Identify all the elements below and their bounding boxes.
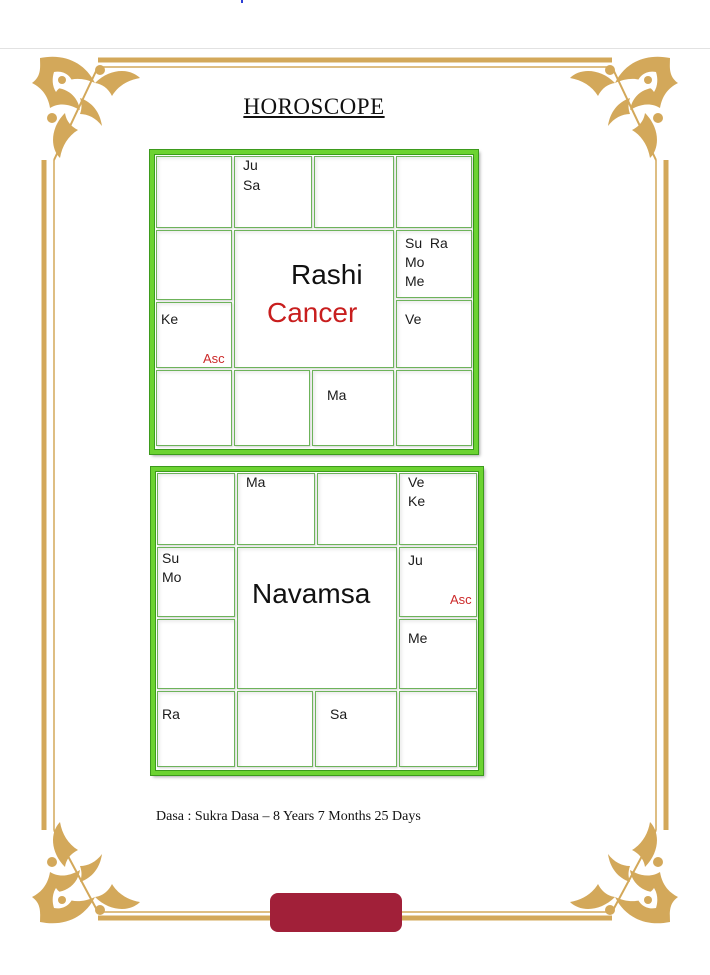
- navamsa-house-top-4: [399, 473, 477, 545]
- rashi-house-right-1: [396, 230, 472, 298]
- rashi-house-top-2-planet: Sa: [243, 177, 261, 193]
- rashi-ascendant-label: Asc: [203, 351, 225, 366]
- dasa-period-text: Dasa : Sukra Dasa – 8 Years 7 Months 25 Days: [156, 809, 421, 824]
- page-title: HOROSCOPE: [243, 94, 385, 119]
- rashi-chart-title: Rashi: [291, 259, 363, 290]
- rashi-chart: [150, 150, 478, 454]
- navamsa-house-left-2: [157, 619, 235, 689]
- navamsa-ascendant-label: Asc: [450, 592, 472, 607]
- rashi-sign-label: Cancer: [267, 297, 358, 328]
- rashi-house-top-3: [314, 156, 394, 228]
- rashi-house-top-2: [234, 156, 312, 228]
- navamsa-house-top-3: [317, 473, 397, 545]
- rashi-house-right-1-planet: Me: [405, 273, 425, 289]
- rashi-house-top-1: [156, 156, 232, 228]
- navamsa-house-top-4-planet: Ve: [408, 474, 425, 490]
- rashi-house-top-2-planet: Ju: [243, 157, 258, 173]
- rashi-house-right-2-planet: Ve: [405, 311, 422, 327]
- rashi-house-bottom-3: [312, 370, 394, 446]
- navamsa-house-left-1-planet: Mo: [162, 569, 182, 585]
- navamsa-house-bottom-3: [315, 691, 397, 767]
- navamsa-center-panel: [237, 547, 397, 689]
- navamsa-house-top-1: [157, 473, 235, 545]
- navamsa-house-top-2: [237, 473, 315, 545]
- navamsa-house-top-4-planet: Ke: [408, 493, 426, 509]
- navamsa-house-bottom-1-planet: Ra: [162, 706, 180, 722]
- navamsa-house-right-2-planet: Me: [408, 630, 428, 646]
- rashi-house-top-4: [396, 156, 472, 228]
- navamsa-house-right-1: [399, 547, 477, 617]
- rashi-house-bottom-4: [396, 370, 472, 446]
- rashi-house-right-1-planet: Mo: [405, 254, 425, 270]
- navamsa-house-right-2: [399, 619, 477, 689]
- rashi-house-left-2-planet: Ke: [161, 311, 179, 327]
- navamsa-house-bottom-2: [237, 691, 313, 767]
- navamsa-house-bottom-4: [399, 691, 477, 767]
- navamsa-house-left-1: [157, 547, 235, 617]
- rashi-house-bottom-2: [234, 370, 310, 446]
- rashi-house-bottom-1: [156, 370, 232, 446]
- navamsa-chart: [151, 467, 483, 775]
- rashi-house-left-1: [156, 230, 232, 300]
- rashi-house-right-1-planet: Su Ra: [405, 235, 448, 251]
- navamsa-house-left-1-planet: Su: [162, 550, 180, 566]
- navamsa-house-bottom-1: [157, 691, 235, 767]
- rashi-house-bottom-3-planet: Ma: [327, 387, 347, 403]
- rashi-house-right-2: [396, 300, 472, 368]
- rashi-house-left-2: [156, 302, 232, 368]
- navamsa-house-right-1-planet: Ju: [408, 552, 423, 568]
- action-button[interactable]: [270, 893, 402, 932]
- navamsa-house-bottom-3-planet: Sa: [330, 706, 348, 722]
- navamsa-chart-title: Navamsa: [252, 578, 371, 609]
- rashi-center-panel: [234, 230, 394, 368]
- navamsa-house-top-2-planet: Ma: [246, 474, 266, 490]
